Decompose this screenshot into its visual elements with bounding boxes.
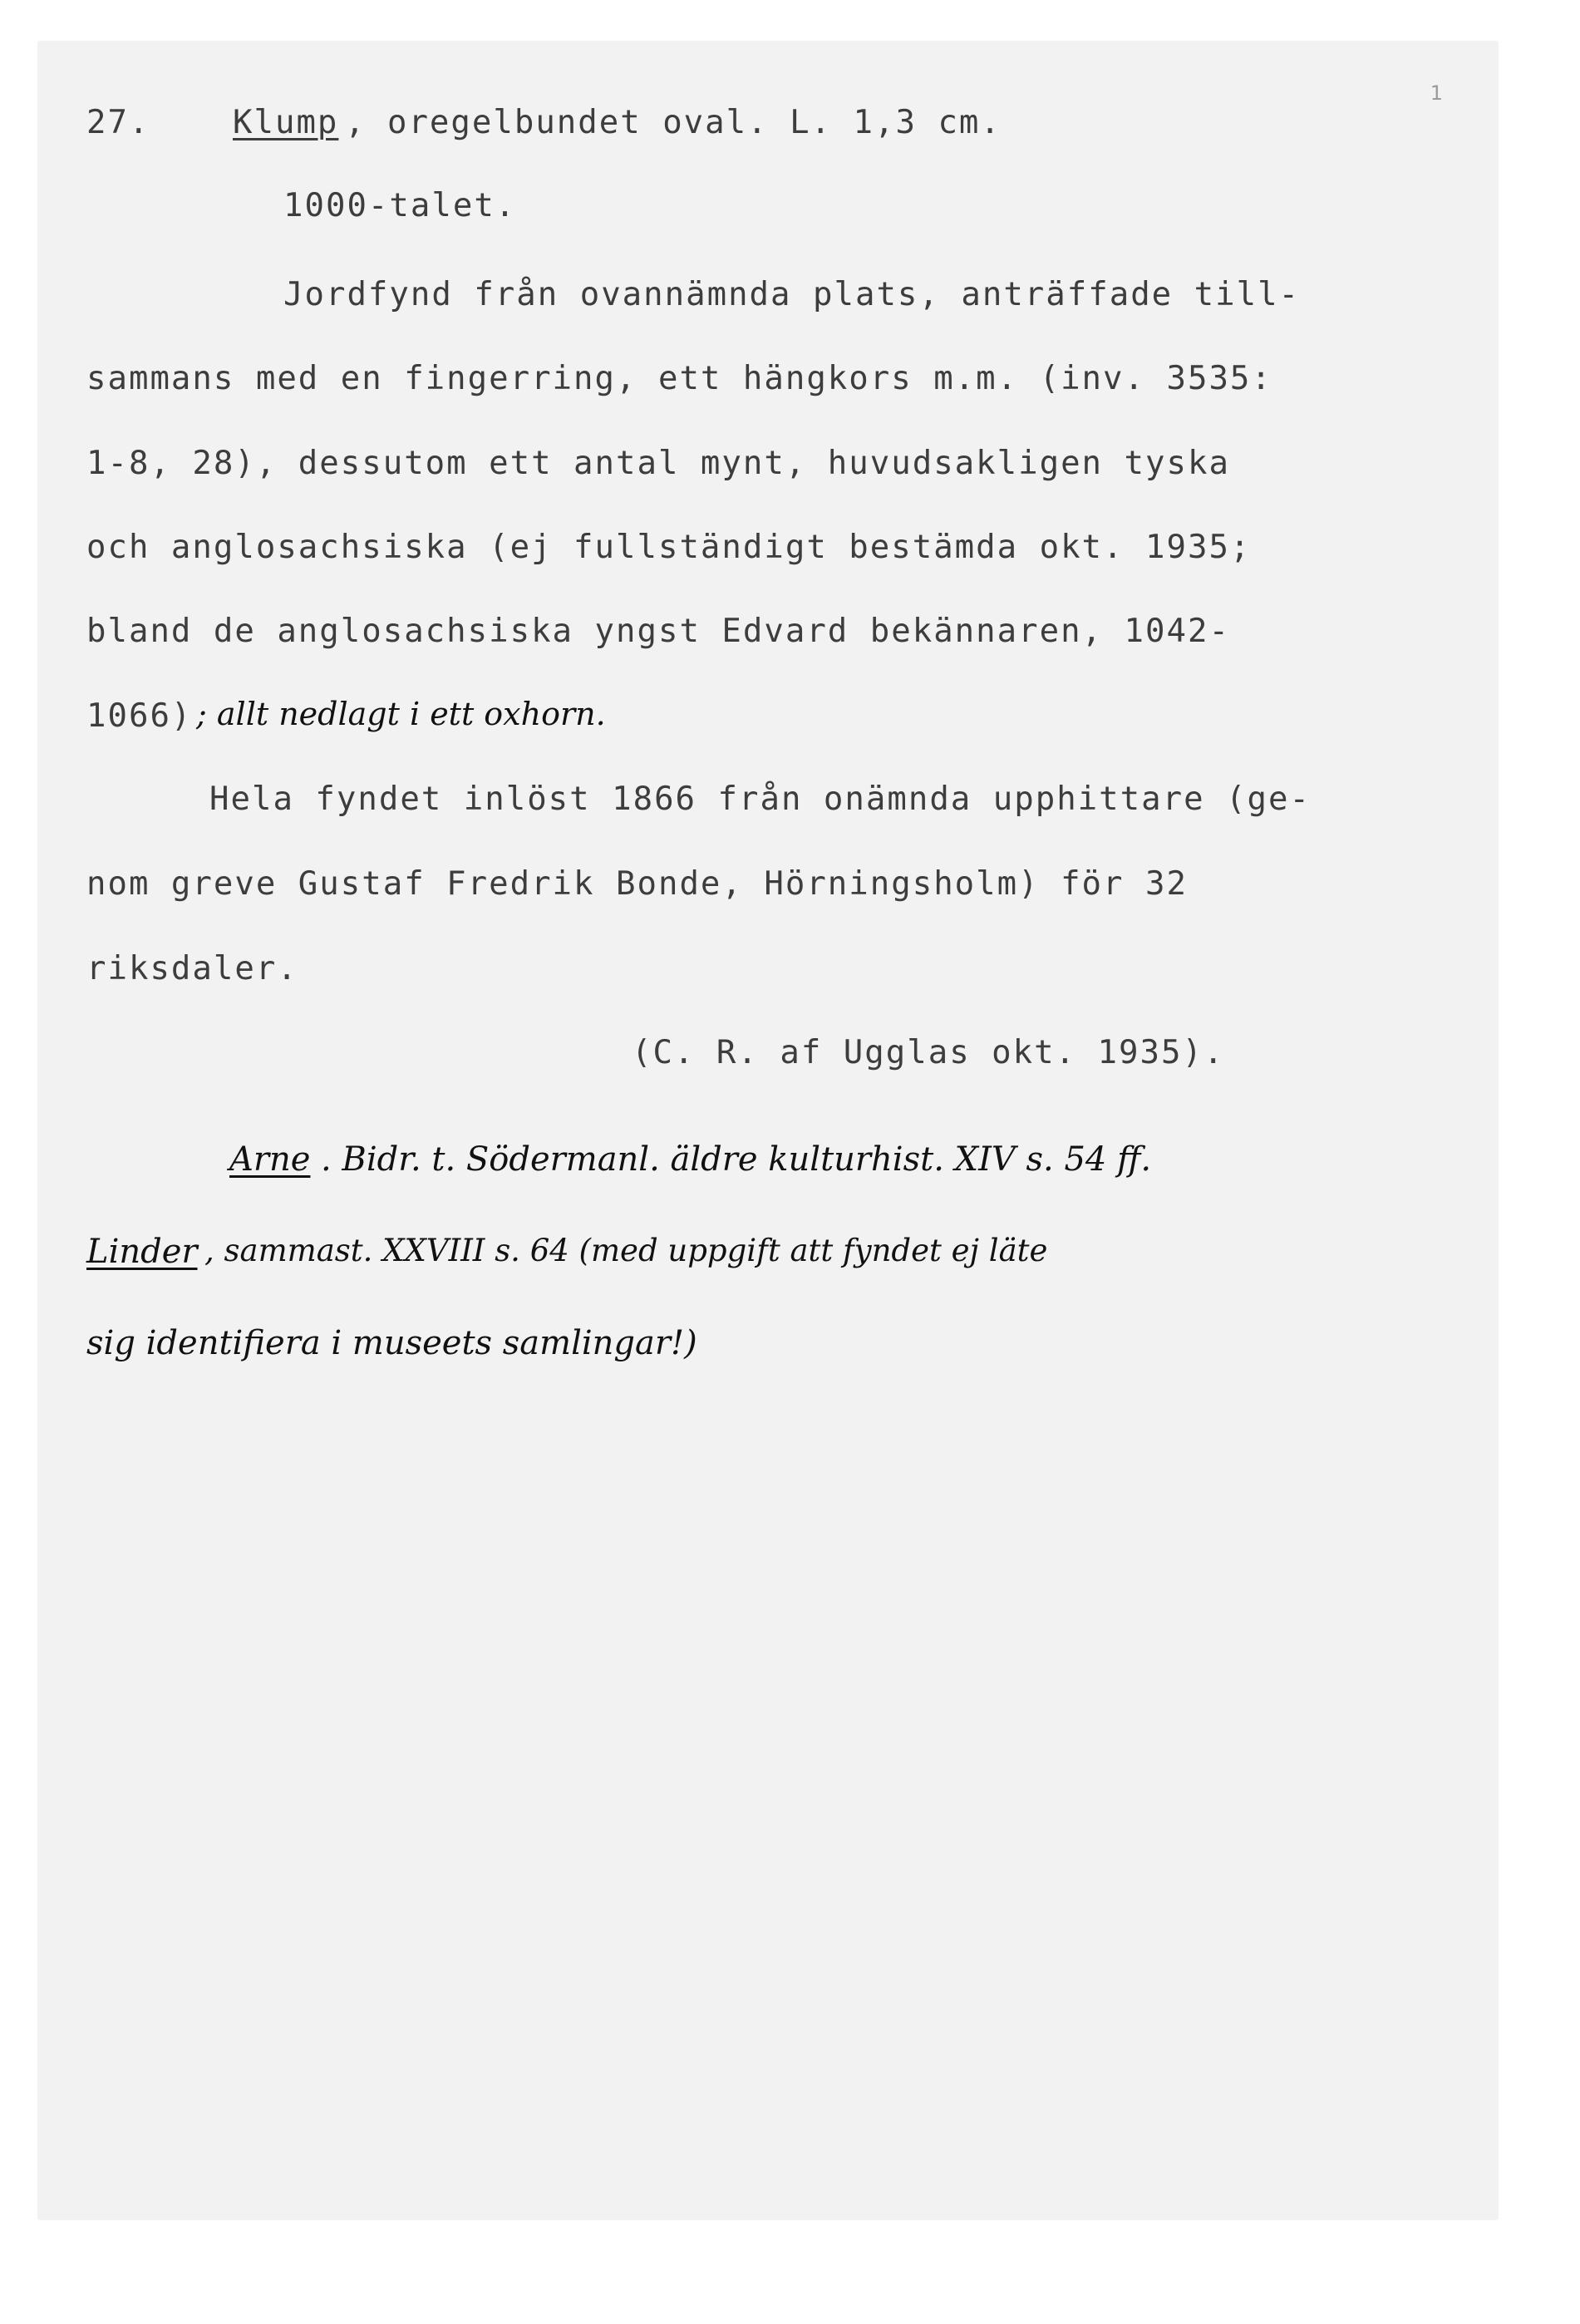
reference-author-linder: Linder [86, 1233, 198, 1271]
body-line-2: sammans med en fingerring, ett hängkors m.m. (inv. 3535: [86, 360, 1272, 397]
reference-author-arne: Arne [229, 1140, 311, 1179]
entry-title: Klump [233, 104, 339, 141]
reference-line-2: , sammast. XXVIII s. 64 (med uppgift att fyndet ej läte [204, 1233, 1048, 1268]
handwritten-addition: ; allt nedlagt i ett oxhorn. [196, 696, 606, 732]
entry-title-description: , oregelbundet oval. L. 1,3 cm. [345, 104, 1002, 141]
body-line-6: 1066) [86, 697, 193, 735]
reference-line-1: . Bidr. t. Södermanl. äldre kulturhist. XIV s. 54 ff. [321, 1140, 1152, 1179]
catalog-card [38, 42, 1498, 2219]
corner-mark: 1 [1430, 81, 1443, 105]
body-line-1: Jordfynd från ovannämnda plats, anträffade till- [283, 276, 1301, 313]
body-line-4: och anglosachsiska (ej fullständigt bestämda okt. 1935; [86, 529, 1252, 566]
paragraph2-line-1: Hela fyndet inlöst 1866 från onämnda upphittare (ge- [209, 780, 1311, 818]
body-line-3: 1-8, 28), dessutom ett antal mynt, huvudsakligen tyska [86, 445, 1230, 482]
paragraph2-line-3: riksdaler. [86, 950, 298, 987]
dating-line: 1000-talet. [283, 187, 517, 224]
reference-line-3: sig identifiera i museets samlingar!) [86, 1324, 697, 1362]
body-line-5: bland de anglosachsiska yngst Edvard bekännaren, 1042- [86, 613, 1230, 650]
paragraph2-line-2: nom greve Gustaf Fredrik Bonde, Hörningsholm) för 32 [86, 865, 1188, 903]
signature-line: (C. R. af Ugglas okt. 1935). [632, 1034, 1225, 1071]
entry-number: 27. [86, 104, 150, 141]
